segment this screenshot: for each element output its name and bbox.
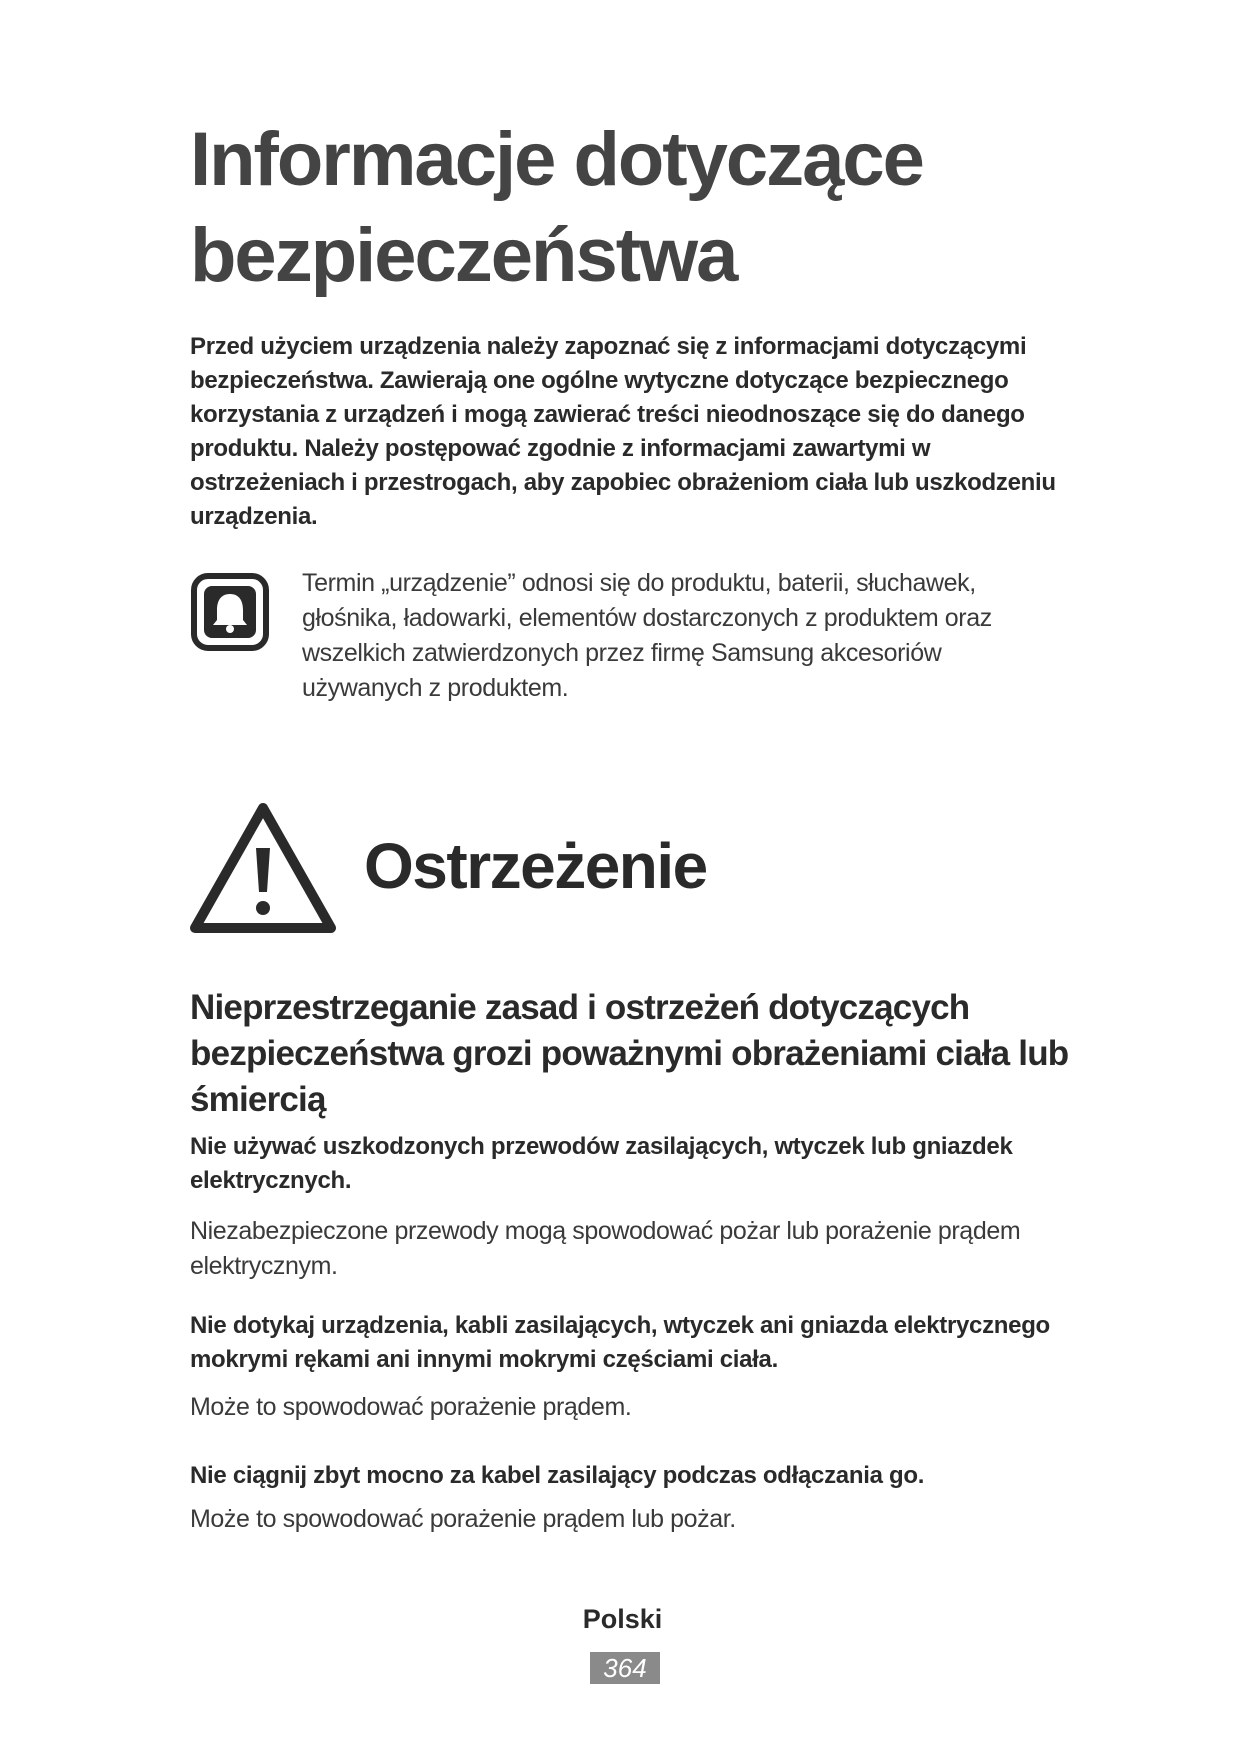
page-number-badge: 364 bbox=[590, 1652, 660, 1684]
footer-language: Polski bbox=[582, 1604, 663, 1634]
item-body: Niezabezpieczone przewody mogą spowodować pożar lub porażenie prądem elektrycznym. bbox=[190, 1217, 1021, 1280]
item-body: Może to spowodować porażenie prądem lub pożar. bbox=[190, 1505, 736, 1533]
item-heading: Nie dotykaj urządzenia, kabli zasilających, wtyczek ani gniazda elektrycznego mokrymi rękami ani innymi mokrymi częściami ciała. bbox=[190, 1312, 1050, 1373]
section-title: Nieprzestrzeganie zasad i ostrzeżeń dotyczących bezpieczeństwa grozi poważnymi obrażeniami ciała lub śmiercią bbox=[190, 988, 1069, 1119]
warning-triangle-icon bbox=[188, 800, 338, 938]
note-text: Termin „urządzenie” odnosi się do produktu, baterii, słuchawek, głośnika, ładowarki, elementów dostarczonych z produktem oraz wszelkich zatwierdzonych przez firmę Samsung akcesoriów używanych z produktem. bbox=[302, 569, 992, 702]
intro-paragraph: Przed użyciem urządzenia należy zapoznać się z informacjami dotyczącymi bezpieczeństwa. Zawierają one ogólne wytyczne dotyczące bezpiecznego korzystania z urządzeń i mogą zawierać treści nieodnoszące się do danego produktu. Należy postępować zgodnie z informacjami zawartymi w ostrzeżeniach i przestrogach, aby zapobiec obrażeniom ciała lub uszkodzeniu urządzenia. bbox=[190, 333, 1056, 530]
warning-heading: Ostrzeżenie bbox=[364, 830, 707, 902]
item-body: Może to spowodować porażenie prądem. bbox=[190, 1393, 632, 1421]
page-title: Informacje dotyczące bezpieczeństwa bbox=[190, 117, 923, 298]
item-heading: Nie ciągnij zbyt mocno za kabel zasilający podczas odłączania go. bbox=[190, 1462, 925, 1489]
item-heading: Nie używać uszkodzonych przewodów zasilających, wtyczek lub gniazdek elektrycznych. bbox=[190, 1133, 1013, 1194]
bell-icon bbox=[190, 572, 270, 652]
